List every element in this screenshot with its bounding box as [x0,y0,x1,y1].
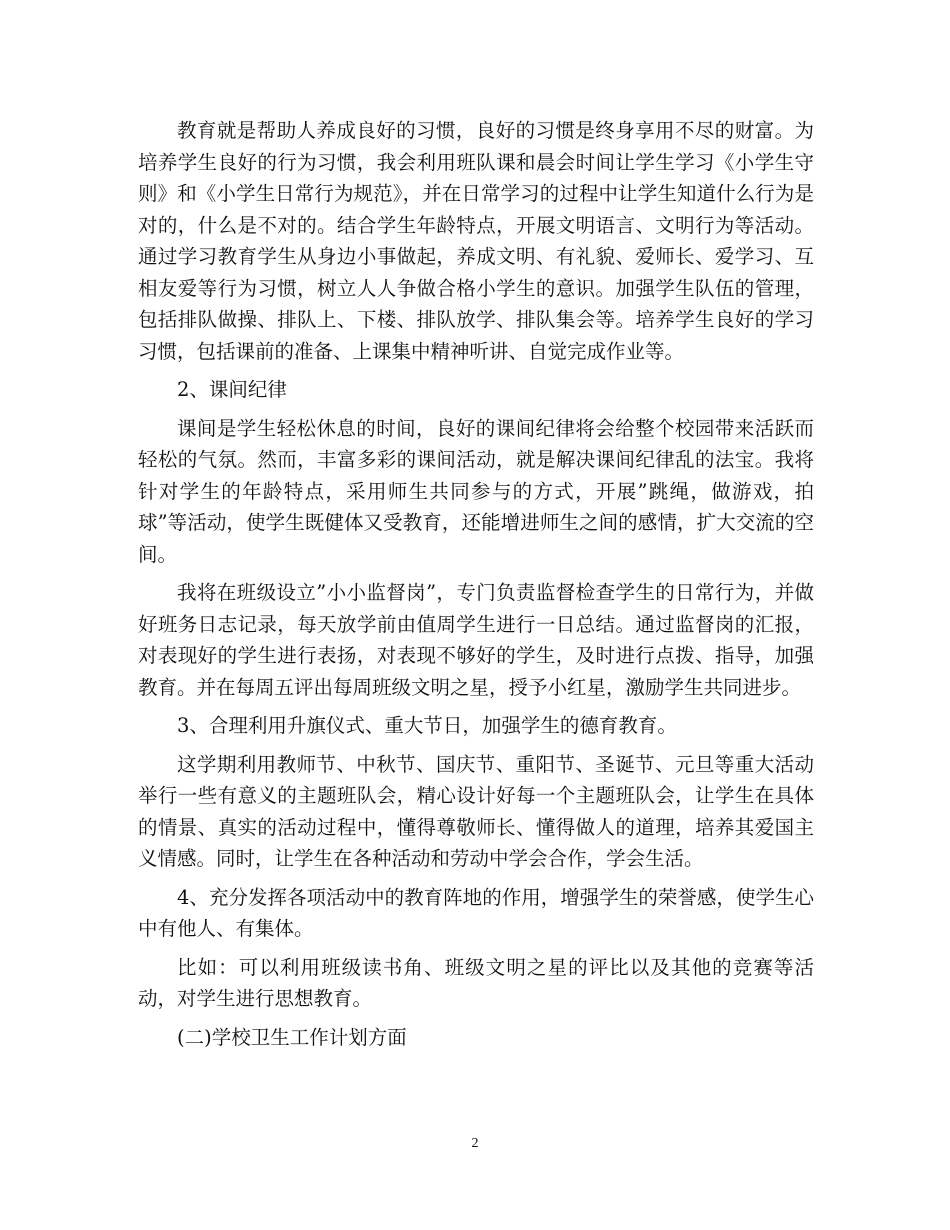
document-body [138,115,814,1060]
page-number: 2 [471,1136,479,1151]
paragraph-recess: 课间是学生轻松休息的时间，良好的课间纪律将会给整个校园带来活跃而轻松的气氛。然而，丰富多彩的课间活动，就是解决课间纪律乱的法宝。我将针对学生的年龄特点，采用师生共同参与的方式，开展”跳绳，做游戏，拍球”等活动，使学生既健体又受教育，还能增进师生之间的感情，扩大交流的空间。 [138,416,814,566]
paragraph-example: 比如：可以利用班级读书角、班级文明之星的评比以及其他的竞赛等活动，对学生进行思想教育。 [138,955,814,1010]
heading-recess-discipline: 2、课间纪律 [177,378,287,401]
paragraph-supervision-post: 我将在班级设立”小小监督岗”，专门负责监督检查学生的日常行为，并做好班务日志记录，每天放学前由值周学生进行一日总结。通过监督岗的汇报，对表现好的学生进行表扬，对表现不够好的学生，及时进行点拨、指导，加强教育。并在每周五评出每周班级文明之星，授予小红星，激励学生共同进步。 [138,581,814,699]
heading-hygiene-plan: (二)学校卫生工作计划方面 [177,1025,407,1049]
heading-activities: 4、充分发挥各项活动中的教育阵地的作用，增强学生的荣誉感，使学生心中有他人、有集体。 [138,885,814,940]
paragraph-habits: 教育就是帮助人养成良好的习惯，良好的习惯是终身享用不尽的财富。为培养学生良好的行为习惯，我会利用班队课和晨会时间让学生学习《小学生守则》和《小学生日常行为规范》，并在日常学习的过程中让学生知道什么行为是对的，什么是不对的。结合学生年龄特点，开展文明语言、文明行为等活动。通过学习教育学生从身边小事做起，养成文明、有礼貌、爱师长、爱学习、互相友爱等行为习惯，树立人人争做合格小学生的意识。加强学生队伍的管理，包括排队做操、排队上、下楼、排队放学、排队集会等。培养学生良好的学习习惯，包括课前的准备、上课集中精神听讲、自觉完成作业等。 [138,119,814,363]
heading-flag-ceremony: 3、合理利用升旗仪式、重大节日，加强学生的德育教育。 [177,714,677,737]
paragraph-holidays: 这学期利用教师节、中秋节、国庆节、重阳节、圣诞节、元旦等重大活动举行一些有意义的主题班队会，精心设计好每一个主题班队会，让学生在具体的情景、真实的活动过程中，懂得尊敬师长、懂得做人的道理，培养其爱国主义情感。同时，让学生在各种活动和劳动中学会合作，学会生活。 [138,752,814,870]
